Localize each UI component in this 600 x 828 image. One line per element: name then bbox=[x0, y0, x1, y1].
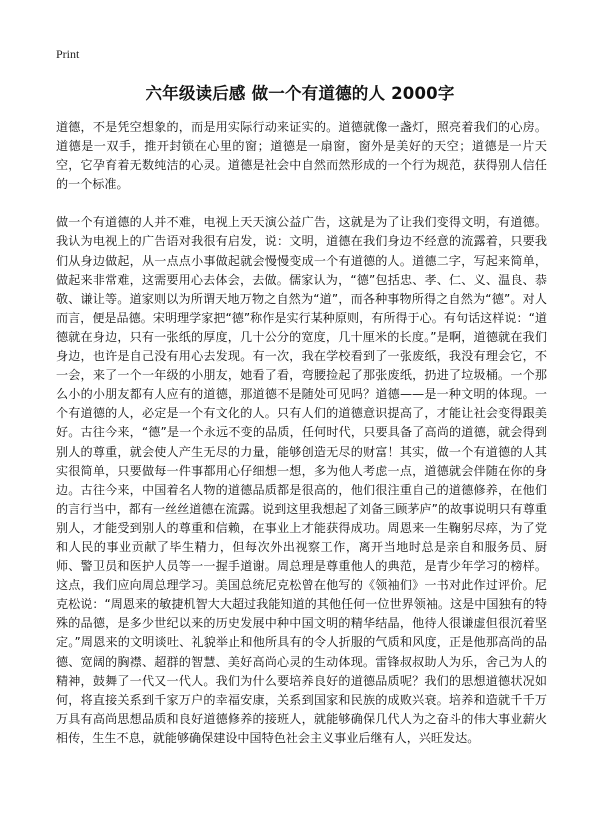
print-link[interactable]: Print bbox=[56, 47, 80, 61]
paragraph-intro: 道德，不是凭空想象的，而是用实际行动来证实的。道德就像一盏灯，照亮着我们的心房。道德是一双手，推开封锁在心里的窗；道德是一扇窗，窗外是美好的天空；道德是一片天空，它孕育着无数纯洁的心灵。道德是社会中自然而然形成的一个行为规范，获得别人信任的一个标准。 bbox=[56, 120, 547, 192]
article-body bbox=[56, 118, 547, 748]
paragraph-main: 做一个有道德的人并不难，电视上天天演公益广告，这就是为了让我们变得文明，有道德。我认为电视上的广告语对我很有启发，说：文明，道德在我们身边不经意的流露着，只要我们从身边做起，从一点点小事做起就会慢慢变成一个有道德的人。道德二字，写起来简单，做起来非常难，这需要用心去体会，去做。儒家认为，“德”包括忠、孝、仁、义、温良、恭敬、谦让等。道家则以为所谓天地万物之自然为“道”，而各种事物所得之自然为“德”。对人而言，便是品德。宋明理学家把“德”称作是实行某种原则，有所得于心。有句话这样说：“道德就在身边，只有一张纸的厚度，几十公分的宽度，几十厘米的长度。”是啊，道德就在我们身边，也许是自己没有用心去发现。有一次，我在学校看到了一张废纸，我没有理会它，不一会，来了一个一年级的小朋友，她看了看，弯腰捡起了那张废纸，扔进了垃圾桶。一个那么小的小朋友都有人应有的道德，那道德不是随处可见吗？道德——是一种文明的体现。一个有道德的人，必定是一个有文化的人。只有人们的道德意识提高了，才能让社会变得跟美好。古往今来，“德”是一个永远不变的品质，任何时代，只要具备了高尚的道德，就会得到别人的尊重，就会使人产生无尽的力量，能够创造无尽的财富！其实，做一个有道德的人其实很简单，只要做每一件事都用心仔细想一想，多为他人考虑一点，道德就会伴随在你的身边。古往今来，中国着名人物的道德品质都是很高的，他们很注重自己的道德修养，在他们的言行当中，都有一丝丝道德在流露。说到这里我想起了刘备三顾茅庐”的故事说明只有尊重别人，才能受到别人的尊重和信赖，在事业上才能获得成功。周恩来一生鞠躬尽瘁，为了党和人民的事业贡献了毕生精力，但每次外出视察工作，离开当地时总是亲自和服务员、厨师、警卫员和医护人员等一一握手道谢。周总理是尊重他人的典范，是青少年学习的榜样。这点，我们应向周总理学习。美国总统尼克松曾在他写的《领袖们》一书对此作过评价。尼克松说：“周恩来的敏捷机智大大超过我能知道的其他任何一位世界领袖。这是中国独有的特殊的品德，是多少世纪以来的历史发展中种中国文明的精华结晶，他待人很谦虚但很沉着坚定。”周恩来的文明谈吐、礼貌举止和他所具有的令人折服的气质和风度，正是他那高尚的品德、宽阔的胸襟、超群的智慧、美好高尚心灵的生动体现。雷锋叔叔助人为乐，舍己为人的精神，鼓舞了一代又一代人。我们为什么要培养良好的道德品质呢？我们的思想道德状况如何，将直接关系到千家万户的幸福安康，关系到国家和民族的成败兴衰。培养和造就千千万万具有高尚思想品质和良好道德修养的接班人，就能够确保几代人为之奋斗的伟大事业薪火相传，生生不息，就能够确保建设中国特色社会主义事业后继有人，兴旺发达。 bbox=[56, 215, 547, 745]
page-title: 六年级读后感 做一个有道德的人 2000字 bbox=[145, 84, 455, 103]
